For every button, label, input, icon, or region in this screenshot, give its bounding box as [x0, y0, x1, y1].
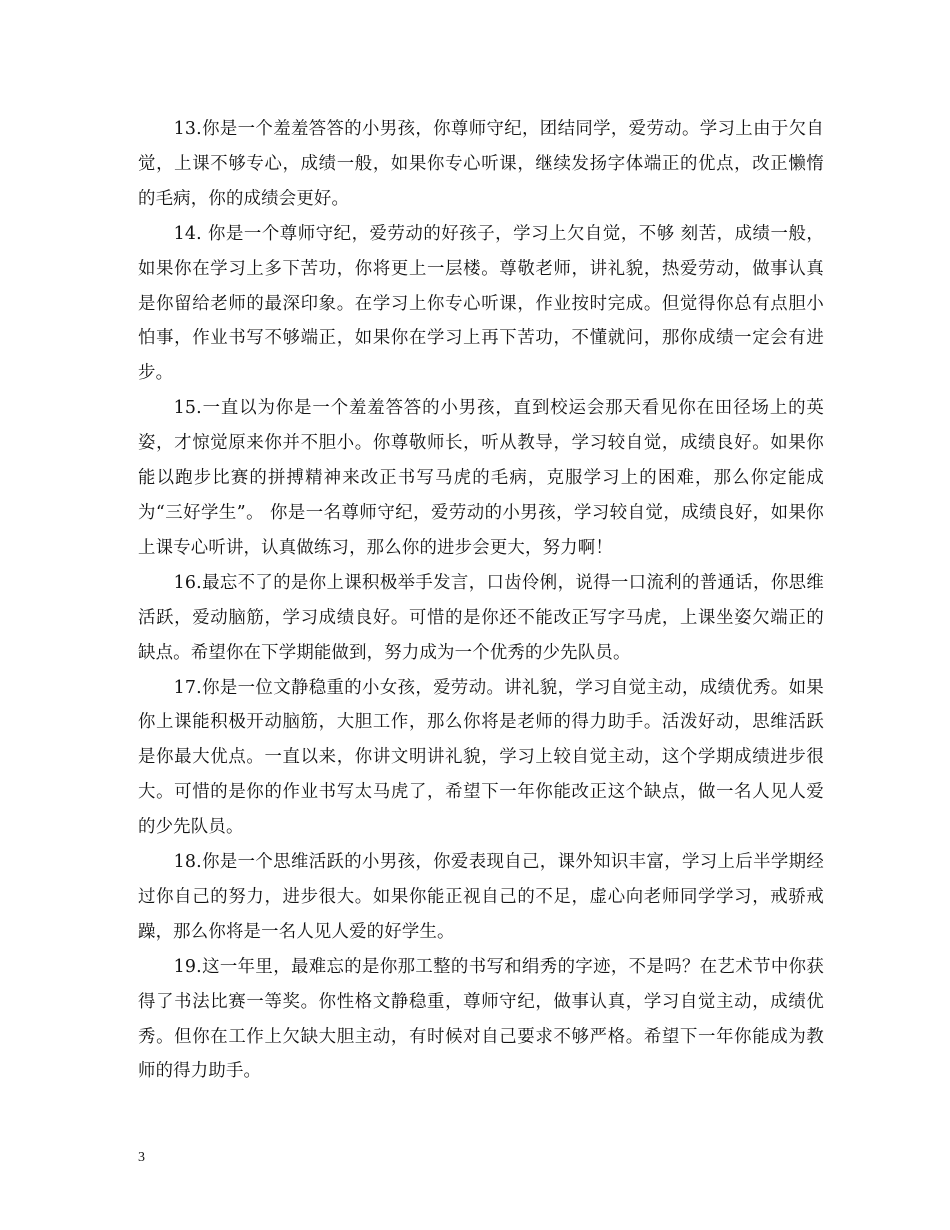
document-body	[138, 112, 824, 1089]
comment-paragraph-18: 18.你是一个思维活跃的小男孩，你爱表现自己，课外知识丰富，学习上后半学期经过你自己的努力，进步很大。如果你能正视自己的不足，虚心向老师同学学习，戒骄戒躁，那么你将是一名人见人爱的好学生。	[138, 852, 824, 942]
page-number: 3	[138, 1150, 145, 1165]
comment-paragraph-14: 14. 你是一个尊师守纪，爱劳动的好孩子，学习上欠自觉，不够 刻苦，成绩一般，如果你在学习上多下苦功，你将更上一层楼。尊敬老师，讲礼貌，热爱劳动，做事认真是你留给老师的最深印象。在学习上你专心听课，作业按时完成。但觉得你总有点胆小怕事，作业书写不够端正，如果你在学习上再下苦功，不懂就问，那你成绩一定会有进步。	[138, 223, 824, 384]
comment-paragraph-15: 15.一直以为你是一个羞羞答答的小男孩，直到校运会那天看见你在田径场上的英姿，才惊觉原来你并不胆小。你尊敬师长，听从教导，学习较自觉，成绩良好。如果你能以跑步比赛的拼搏精神来改正书写马虎的毛病，克服学习上的困难，那么你定能成为“三好学生”。 你是一名尊师守纪，爱劳动的小男孩，学习较自觉，成绩良好，如果你上课专心听讲，认真做练习，那么你的进步会更大，努力啊！	[138, 398, 824, 558]
comment-paragraph-13: 13.你是一个羞羞答答的小男孩，你尊师守纪，团结同学，爱劳动。学习上由于欠自觉，上课不够专心，成绩一般，如果你专心听课，继续发扬字体端正的优点，改正懒惰的毛病，你的成绩会更好。	[138, 119, 824, 209]
comment-paragraph-16: 16.最忘不了的是你上课积极举手发言，口齿伶俐，说得一口流利的普通话，你思维活跃，爱动脑筋，学习成绩良好。可惜的是你还不能改正写字马虎，上课坐姿欠端正的缺点。希望你在下学期能做到，努力成为一个优秀的少先队员。	[138, 572, 824, 663]
comment-paragraph-17: 17.你是一位文静稳重的小女孩，爱劳动。讲礼貌，学习自觉主动，成绩优秀。如果你上课能积极开动脑筋，大胆工作，那么你将是老师的得力助手。活泼好动，思维活跃是你最大优点。一直以来，你讲文明讲礼貌，学习上较自觉主动，这个学期成绩进步很大。可惜的是你的作业书写太马虎了，希望下一年你能改正这个缺点，做一名人见人爱的少先队员。	[138, 677, 824, 838]
comment-paragraph-19: 19.这一年里，最难忘的是你那工整的书写和绢秀的字迹，不是吗？在艺术节中你获得了书法比赛一等奖。你性格文静稳重，尊师守纪，做事认真，学习自觉主动，成绩优秀。但你在工作上欠缺大胆主动，有时候对自己要求不够严格。希望下一年你能成为教师的得力助手。	[138, 956, 824, 1082]
